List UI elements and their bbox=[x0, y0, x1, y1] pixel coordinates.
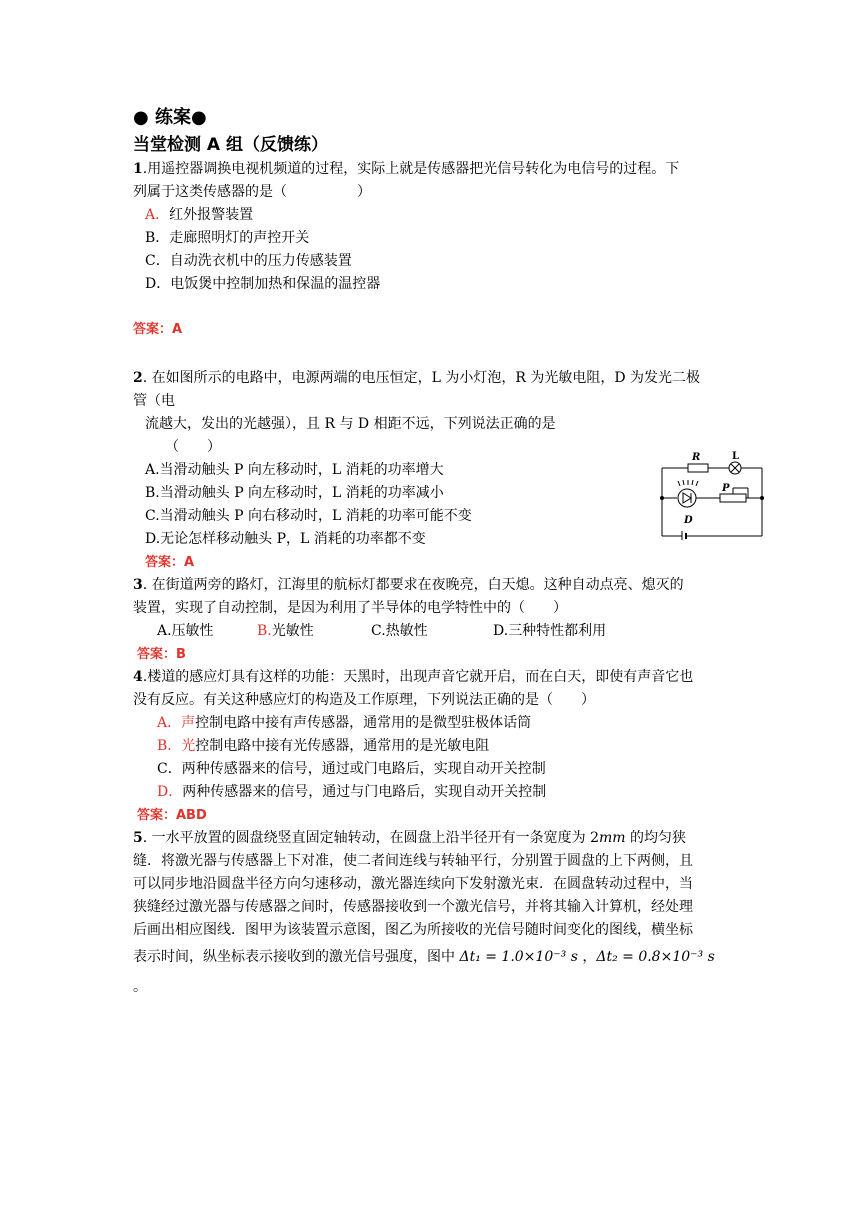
section-subheading: 当堂检测 A 组（反馈练） bbox=[133, 135, 328, 155]
option-label: B． bbox=[157, 738, 182, 754]
formula-dt2: Δt₂ = 0.8×10⁻³ s bbox=[596, 949, 715, 965]
option-lead: 光 bbox=[181, 738, 196, 754]
option-text: 自动洗衣机中的压力传感装置 bbox=[169, 253, 352, 269]
option-text: 压敏性 bbox=[171, 623, 214, 639]
option-text: 两种传感器来的信号，通过与门电路后，实现自动开关控制 bbox=[182, 784, 547, 800]
option-label: A． bbox=[157, 715, 182, 731]
answer: 答案：A bbox=[145, 555, 195, 570]
separator: ， bbox=[577, 949, 597, 965]
question-stem: 缝．将激光器与传感器上下对准，使二者间连线与转轴平行，分别置于圆盘的上下两侧，且 bbox=[133, 853, 693, 869]
question-stem: 后画出相应图线．图甲为该装置示意图，图乙为所接收的光信号随时间变化的图线，横坐标 bbox=[133, 922, 693, 938]
option-text: 三种特性都利用 bbox=[508, 623, 607, 639]
answer-blank: （ ） bbox=[165, 439, 221, 455]
option: A.当滑动触头 P 向左移动时，L 消耗的功率增大 bbox=[145, 462, 444, 478]
option bbox=[257, 620, 371, 643]
answer: 答案：B bbox=[137, 647, 186, 662]
formula-dt1: Δt₁ = 1.0×10⁻³ s bbox=[459, 949, 578, 965]
option-text: 两种传感器来的信号，通过或门电路后，实现自动开关控制 bbox=[181, 761, 546, 777]
question-stem: 装置，实现了自动控制，是因为利用了半导体的电学特性中的（ ） bbox=[133, 600, 567, 616]
option: B.当滑动触头 P 向左移动时，L 消耗的功率减小 bbox=[145, 485, 444, 501]
label-P: P bbox=[722, 483, 730, 494]
question-stem: 可以同步地沿圆盘半径方向匀速移动，激光器连续向下发射激光束．在圆盘转动过程中，当 bbox=[133, 876, 693, 892]
option bbox=[157, 620, 257, 643]
question-1 bbox=[133, 158, 733, 341]
question-number: 1 bbox=[133, 161, 143, 177]
question-number: 3 bbox=[133, 577, 143, 593]
question-stem: .用遥控器调换电视机频道的过程，实际上就是传感器把光信号转化为电信号的过程。下 bbox=[142, 161, 680, 177]
option-lead: 声 bbox=[181, 715, 196, 731]
label-D: D bbox=[684, 515, 693, 526]
option-text: 光敏性 bbox=[271, 623, 314, 639]
answer: 答案：A bbox=[133, 322, 183, 337]
option-text: 电饭煲中控制加热和保温的温控器 bbox=[170, 276, 381, 292]
label-L: L bbox=[732, 451, 740, 462]
question-stem: . 在街道两旁的路灯，江海里的航标灯都要求在夜晚亮，白天熄。这种自动点亮、熄灭的 bbox=[142, 577, 684, 593]
circuit-diagram bbox=[656, 448, 766, 540]
option-label: C． bbox=[145, 253, 170, 269]
question-5 bbox=[133, 827, 733, 1002]
question-2 bbox=[133, 367, 733, 574]
option-label: D． bbox=[157, 784, 183, 800]
option-label: C. bbox=[371, 623, 386, 639]
option: C.当滑动触头 P 向右移动时，L 消耗的功率可能不变 bbox=[145, 508, 472, 524]
option bbox=[371, 620, 493, 643]
question-number: 4 bbox=[133, 669, 143, 685]
question-stem: 列属于这类传感器的是（ ） bbox=[133, 184, 371, 200]
question-stem: 没有反应。有关这种感应灯的构造及工作原理，下列说法正确的是（ ） bbox=[133, 692, 595, 708]
option-text: 红外报警装置 bbox=[169, 207, 254, 223]
document-page bbox=[133, 104, 733, 1002]
option: D.无论怎样移动触头 P，L 消耗的功率都不变 bbox=[145, 531, 426, 547]
period: 。 bbox=[133, 979, 147, 995]
option-text: 控制电路中接有声传感器，通常用的是微型驻极体话筒 bbox=[195, 715, 532, 731]
option-text: 热敏性 bbox=[385, 623, 428, 639]
answer: 答案：ABD bbox=[137, 808, 207, 823]
option-label: A. bbox=[157, 623, 172, 639]
option-text: 走廊照明灯的声控开关 bbox=[169, 230, 310, 246]
option bbox=[493, 620, 606, 643]
question-number: 2 bbox=[133, 370, 143, 386]
option-label: B． bbox=[145, 230, 170, 246]
option-label: A． bbox=[145, 207, 170, 223]
question-stem: 表示时间，纵坐标表示接收到的激光信号强度，图中 bbox=[133, 949, 460, 965]
question-stem: 狭缝经过激光器与传感器之间时，传感器接收到一个激光信号，并将其输入计算机，经处理 bbox=[133, 899, 693, 915]
question-stem: 流越大，发出的光越强），且 R 与 D 相距不远，下列说法正确的是 bbox=[145, 416, 556, 432]
question-4 bbox=[133, 666, 733, 827]
option-label: C． bbox=[157, 761, 182, 777]
option-label: D. bbox=[493, 623, 509, 639]
option-label: B. bbox=[257, 623, 272, 639]
question-stem: 管（电 bbox=[133, 393, 175, 409]
section-heading: ● 练案● bbox=[133, 107, 207, 128]
question-stem: .楼道的感应灯具有这样的功能：天黑时，出现声音它就开启，而在白天，即使有声音它也 bbox=[142, 669, 694, 685]
question-stem: . 一水平放置的圆盘绕竖直固定轴转动，在圆盘上沿半径开有一条宽度为 2 bbox=[142, 830, 600, 846]
unit: mm bbox=[599, 830, 626, 846]
question-stem: 的均匀狭 bbox=[625, 830, 687, 846]
label-R: R bbox=[692, 452, 701, 463]
question-stem: . 在如图所示的电路中，电源两端的电压恒定，L 为小灯泡，R 为光敏电阻，D 为发光二极 bbox=[142, 370, 701, 386]
question-number: 5 bbox=[133, 830, 143, 846]
option-text: 控制电路中接有光传感器，通常用的是光敏电阻 bbox=[195, 738, 490, 754]
option-label: D． bbox=[145, 276, 171, 292]
question-3 bbox=[133, 574, 733, 666]
